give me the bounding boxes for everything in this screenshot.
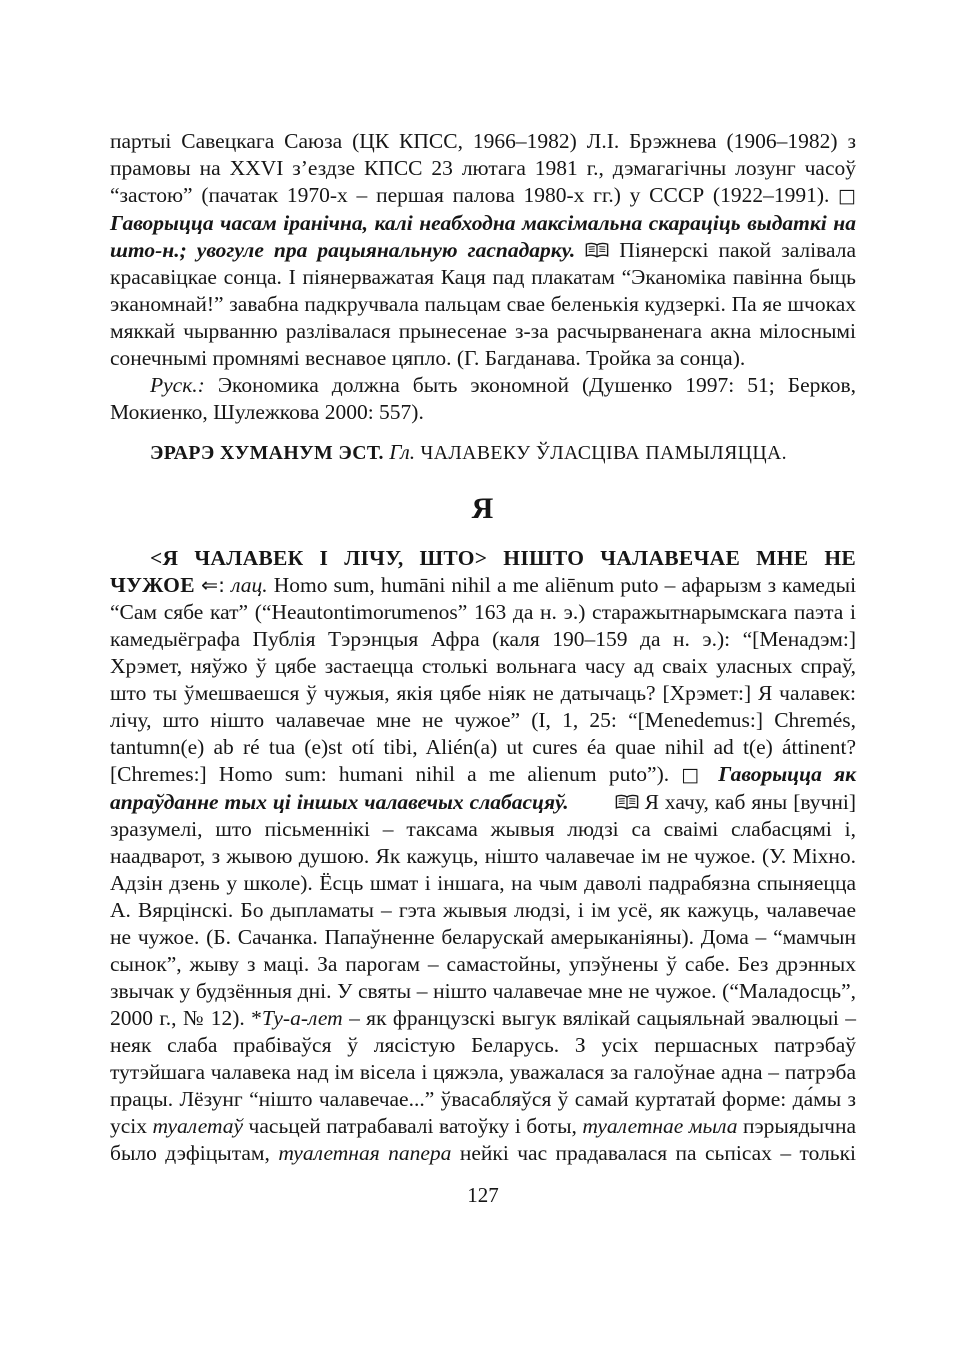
italic-term-tualetnae-myla: туалетнае мыла (582, 1114, 738, 1138)
entry-ekanomika-illustration-text: Піянерскі пакой залівала красавіцкае сонца. І піянерважатая Каця пад плакатам “Эканоміка павінна быць эканомнай!” завабна падкручвала пальцам свае беленькія кудзеркі. Па яе шчоках мяккай чырванню разлівалася прынесенае з-за расчырваненага акна мілоснымі сонечнымі промнямі веснавое цяпло. (Г. Багданава. Тройка за сонца). (110, 238, 856, 370)
entry-illustration-text-4: пэрыядычна было дэфіцытам, (110, 1114, 857, 1165)
open-book-icon (575, 789, 639, 816)
see-also-label: Гл. (389, 440, 416, 464)
entry-nishto-chalavechaye-paragraph (110, 545, 856, 1167)
italic-term-tualetau: туалетаў (152, 1114, 244, 1138)
cross-reference-erare-humanum-est (110, 439, 856, 467)
open-book-icon (585, 237, 609, 264)
italic-term-tualetnaya-papera: туалетная папера (278, 1141, 452, 1165)
entry-ekanomika-usage-note: Гаворыцца часам іранічна, калі неабходна максімальна скараціць выдаткі на што-н.; увогуле пра рацыянальную гаспадарку. (110, 211, 856, 262)
language-label: лац. (231, 573, 268, 597)
entry-headword: <Я ЧАЛАВЕК І ЛІЧУ, ШТО> НІШТО ЧАЛАВЕЧАЕ МНЕ НЕ ЧУЖОЕ (110, 546, 856, 597)
italic-term-tualet: Ту-а-лет (261, 1006, 343, 1030)
entry-usage-note: Гаворыцца як апраўданне тых ці іншых чалавечых слабасцяў. (110, 762, 857, 814)
usage-note-square-icon: □ (681, 764, 707, 786)
page-number: 127 (467, 1183, 499, 1207)
entry-ekanomika-continuation-paragraph (110, 128, 856, 372)
entry-illustration-text-5: нейкі час прадавалася па сьпісах – толькі (459, 1141, 857, 1165)
entry-etymology-text: – афарызм з камедыі “Сам сябе кат” (“Heautontimorumenos” 163 да н. э.) старажытнарымскага паэта і камедыёграфа Публія Тэрэнцыя Афра (каля 190–159 да н. э.): “[Менадэм:] Хрэмет, няўжо ў цябе застаецца столькі вольнага часу ад сваіх уласных спраў, што ты ўмешваешся ў чужыя, якія цябе ніяк не датычаць? [Хрэмет:] Я чалавек: лічу, што нішто чалавечае мне не чужое” (I, 1, 25: “[Menedemus:] Chremés, tantumn(e) ab ré tua (e)st otí tibi, Alién(a) ut cures éa quae nihil ad t(e) áttinent? [Chremes:] Homo sum: humani nihil a me alienum puto”). (110, 573, 857, 786)
entry-illustration-text-2: – як французскі выгук вялікай сацыяльнай эвалюцыі – неяк слаба прабіваўся ў лясістую Беларусь. З усіх першасных патрэбаў тутэйшага чалавека над ім вісела і цяжэла, уважалася за галоўнае адна – патрэба працы. Лёзунг “нішто чалавечае...” ўвасабляўся ў самай куртатай форме: да́мы з усіх (110, 1006, 856, 1138)
entry-ekanomika-origin-text: партыі Савецкага Саюза (ЦК КПСС, 1966–1982) Л.І. Брэжнева (1906–1982) з прамовы на XXVI з’ездзе КПСС 23 лютага 1981 г., дэмагагічны лозунг часоў “застою” (пачатак 1970-х – першая палова 1980-х гг.) у СССР (1922–1991). (110, 129, 856, 207)
dictionary-text-block (110, 128, 856, 1209)
entry-illustration-text-1: Я хачу, каб яны [вучні] зразумелі, што пісьменнікі – таксама жывыя людзі са сваімі слабасцямі і, наадварот, з жывою душою. Як кажуць, нішто чалавечае ім не чужое. (У. Міхно. Адзін дзень у школе). Ёсць шмат і іншага, на чым даволі падрабязна спыняецца А. Вярцінскі. Бо дыпламаты – гэта жывыя людзі, і ім усё, як кажуць, чалавечае не чужое. (Б. Сачанка. Папаўненне беларускай амерыканіяны). Дома – “мамчын сынок”, жыву з маці. За парогам – самастойны, упэўнены ў сабе. Без дрэнных звычак у будзённыя дні. У святы – нішто чалавечае мне не чужое. (“Маладосць”, 2000 г., № 12). * (110, 790, 856, 1030)
entry-illustration-text-3: часьцей патрабавалі ватоўку і боты, (248, 1114, 577, 1138)
entry-ekanomika-russian-equivalent (110, 372, 856, 426)
latin-source-text: Homo sum, humāni nihil a me aliēnum puto (273, 573, 659, 597)
russian-label: Руск.: (150, 373, 205, 397)
cross-reference-headword: ЭРАРЭ ХУМАНУМ ЭСТ. (150, 442, 384, 464)
cross-reference-target: ЧАЛАВЕКУ ЎЛАСЦІВА ПАМЫЛЯЦЦА. (420, 442, 788, 464)
section-letter-heading: Я (471, 492, 495, 525)
usage-note-square-icon: □ (838, 185, 856, 207)
derivation-arrow-icon: ⇐: (200, 573, 225, 597)
russian-equivalent-text: Экономика должна быть экономной (Душенко 1997: 51; Берков, Мокиенко, Шулежкова 2000: 557). (110, 373, 856, 424)
